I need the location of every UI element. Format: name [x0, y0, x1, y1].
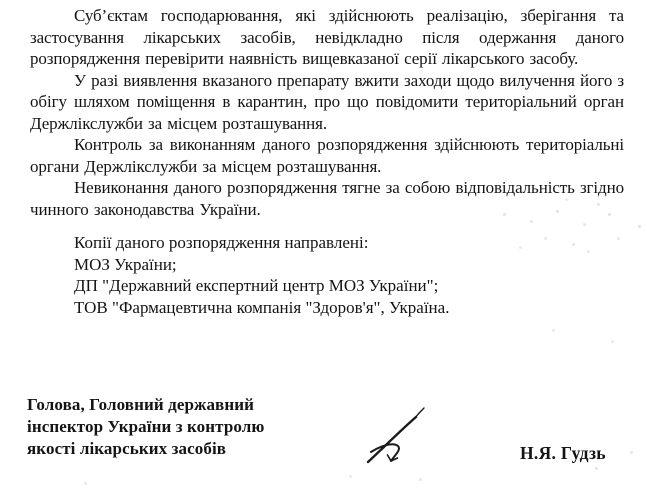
body-paragraph: Контроль за виконанням даного розпорядження здійснюють територіальні органи Держлікслужби за місцем розташування.: [30, 135, 624, 176]
handwritten-signature-icon: [335, 404, 435, 474]
copies-list: [74, 232, 614, 318]
document-body: [30, 5, 624, 220]
signatory-title-line: якості лікарських засобів: [27, 439, 227, 458]
copies-item: МОЗ України;: [74, 254, 177, 274]
body-paragraph: Невиконання даного розпорядження тягне за собою відповідальність згідно чинного законодавства України.: [30, 178, 624, 219]
copies-item: ТОВ "Фармацевтична компанія "Здоров'я", Україна.: [74, 297, 450, 317]
signatory-title-line: Голова, Головний державний: [27, 395, 255, 414]
signature-block: [0, 392, 647, 489]
copies-item: ДП "Державний експертний центр МОЗ України";: [74, 276, 439, 295]
signatory-name: Н.Я. Гудзь: [520, 443, 606, 463]
body-paragraph: Суб’єктам господарювання, які здійснюють реалізацію, зберігання та застосування лікарських засобів, невідкладно після одержання даного розпорядження перевірити наявність вищевказаної серії лікарського засобу.: [30, 6, 624, 68]
body-paragraph: У разі виявлення вказаного препарату вжити заходи щодо вилучення його з обігу шляхом поміщення в карантин, про що повідомити територіальний орган Держлікслужби за місцем розташування.: [30, 70, 624, 133]
signatory-title-line: інспектор України з контролю: [27, 417, 265, 436]
signatory-title: [27, 394, 297, 460]
scan-noise-specks: [0, 0, 1, 1]
copies-intro: Копії даного розпорядження направлені:: [74, 233, 369, 252]
